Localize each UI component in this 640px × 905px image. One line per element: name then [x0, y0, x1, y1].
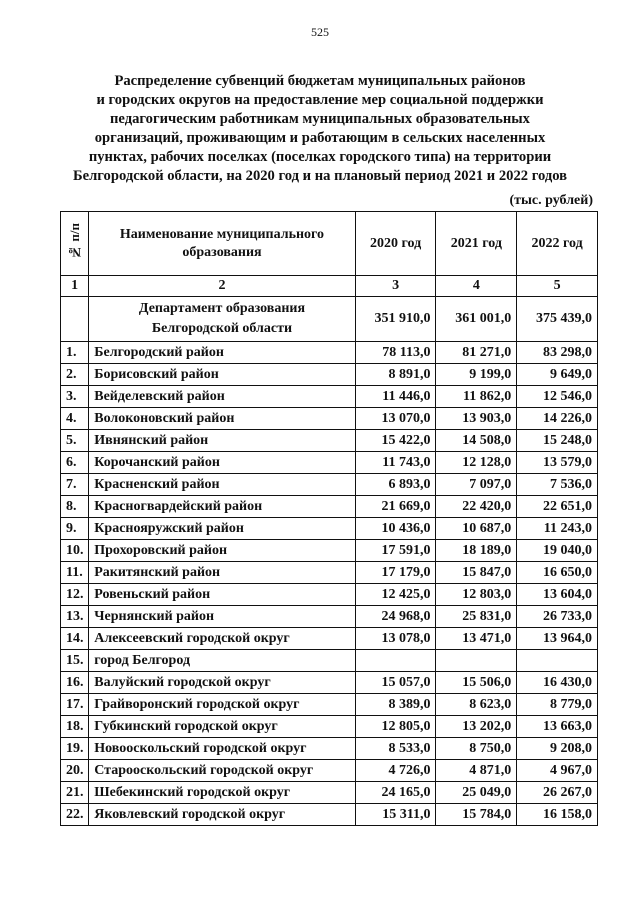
- table-row: [61, 540, 598, 562]
- table-row: [61, 364, 598, 386]
- row-number: 2.: [61, 364, 89, 386]
- row-value-2021: 9 199,0: [436, 364, 517, 386]
- row-number: 16.: [61, 672, 89, 694]
- row-name: Новооскольский городской округ: [89, 738, 355, 760]
- row-value-2020: 13 078,0: [355, 628, 436, 650]
- row-value-2021: 13 202,0: [436, 716, 517, 738]
- table-row: [61, 760, 598, 782]
- row-number: 14.: [61, 628, 89, 650]
- row-value-2021: 7 097,0: [436, 474, 517, 496]
- row-value-2022: [517, 650, 598, 672]
- title-line: организаций, проживающим и работающим в сельских населенных: [94, 130, 546, 146]
- table-row: [61, 496, 598, 518]
- table-row: [61, 474, 598, 496]
- row-value-2021: 15 847,0: [436, 562, 517, 584]
- row-value-2020: [355, 650, 436, 672]
- row-value-2022: 26 733,0: [517, 606, 598, 628]
- row-number: 7.: [61, 474, 89, 496]
- column-number: 5: [517, 276, 598, 297]
- row-name: Красненский район: [89, 474, 355, 496]
- row-value-2022: 16 650,0: [517, 562, 598, 584]
- row-number: 5.: [61, 430, 89, 452]
- row-value-2022: 9 649,0: [517, 364, 598, 386]
- row-value-2020: 8 389,0: [355, 694, 436, 716]
- row-name: Ракитянский район: [89, 562, 355, 584]
- table-row: [61, 606, 598, 628]
- row-name: Ровеньский район: [89, 584, 355, 606]
- row-number: 9.: [61, 518, 89, 540]
- row-number: 13.: [61, 606, 89, 628]
- row-value-2022: 26 267,0: [517, 782, 598, 804]
- total-row: [61, 297, 598, 342]
- row-number: 19.: [61, 738, 89, 760]
- row-value-2021: 15 506,0: [436, 672, 517, 694]
- row-value-2021: 25 831,0: [436, 606, 517, 628]
- row-value-2020: 15 422,0: [355, 430, 436, 452]
- row-number: 22.: [61, 804, 89, 826]
- row-value-2021: 12 803,0: [436, 584, 517, 606]
- table-row: [61, 716, 598, 738]
- row-number: 8.: [61, 496, 89, 518]
- row-value-2021: 25 049,0: [436, 782, 517, 804]
- row-number: 18.: [61, 716, 89, 738]
- row-number: 4.: [61, 408, 89, 430]
- table-row: [61, 694, 598, 716]
- header-2021: 2021 год: [436, 212, 517, 276]
- row-value-2021: 8 750,0: [436, 738, 517, 760]
- row-number: 10.: [61, 540, 89, 562]
- title-line: и городских округов на предоставление мер социальной поддержки: [96, 92, 544, 108]
- title-line: пунктах, рабочих поселках (поселках городского типа) на территории: [88, 149, 552, 165]
- row-value-2022: 22 651,0: [517, 496, 598, 518]
- row-name: город Белгород: [89, 650, 355, 672]
- row-value-2021: [436, 650, 517, 672]
- row-value-2022: 15 248,0: [517, 430, 598, 452]
- row-value-2022: 9 208,0: [517, 738, 598, 760]
- table-row: [61, 408, 598, 430]
- row-value-2022: 14 226,0: [517, 408, 598, 430]
- row-value-2020: 15 311,0: [355, 804, 436, 826]
- row-value-2020: 17 179,0: [355, 562, 436, 584]
- row-value-2021: 81 271,0: [436, 342, 517, 364]
- row-value-2022: 12 546,0: [517, 386, 598, 408]
- table-row: [61, 804, 598, 826]
- row-value-2021: 10 687,0: [436, 518, 517, 540]
- row-name: Борисовский район: [89, 364, 355, 386]
- row-value-2021: 8 623,0: [436, 694, 517, 716]
- row-value-2020: 13 070,0: [355, 408, 436, 430]
- row-value-2022: 11 243,0: [517, 518, 598, 540]
- row-value-2020: 24 968,0: [355, 606, 436, 628]
- header-2020: 2020 год: [355, 212, 436, 276]
- title-line: педагогическим работникам муниципальных образовательных: [110, 111, 530, 127]
- row-value-2022: 8 779,0: [517, 694, 598, 716]
- row-name: Грайворонский городской округ: [89, 694, 355, 716]
- row-name: Прохоровский район: [89, 540, 355, 562]
- row-value-2020: 11 743,0: [355, 452, 436, 474]
- row-value-2021: 11 862,0: [436, 386, 517, 408]
- table-row: [61, 452, 598, 474]
- row-value-2021: 12 128,0: [436, 452, 517, 474]
- row-value-2022: 16 158,0: [517, 804, 598, 826]
- row-name: Вейделевский район: [89, 386, 355, 408]
- column-number: 1: [61, 276, 89, 297]
- row-value-2020: 6 893,0: [355, 474, 436, 496]
- table-row: [61, 782, 598, 804]
- header-no: № п/п: [61, 212, 89, 276]
- row-value-2021: 13 471,0: [436, 628, 517, 650]
- column-number: 2: [89, 276, 355, 297]
- row-name: Корочанский район: [89, 452, 355, 474]
- row-value-2021: 14 508,0: [436, 430, 517, 452]
- row-name: Ивнянский район: [89, 430, 355, 452]
- table-header-row: [61, 212, 598, 276]
- row-value-2020: 10 436,0: [355, 518, 436, 540]
- row-number: 15.: [61, 650, 89, 672]
- column-number: 3: [355, 276, 436, 297]
- units-label: (тыс. рублей): [509, 193, 593, 208]
- row-name: Валуйский городской округ: [89, 672, 355, 694]
- column-number: 4: [436, 276, 517, 297]
- table-row: [61, 584, 598, 606]
- row-number: 20.: [61, 760, 89, 782]
- row-number: 17.: [61, 694, 89, 716]
- header-2022: 2022 год: [517, 212, 598, 276]
- table-row: [61, 430, 598, 452]
- row-value-2022: 7 536,0: [517, 474, 598, 496]
- row-name: Белгородский район: [89, 342, 355, 364]
- row-name: Шебекинский городской округ: [89, 782, 355, 804]
- row-value-2020: 4 726,0: [355, 760, 436, 782]
- table-row: [61, 518, 598, 540]
- total-2021: 361 001,0: [436, 297, 517, 342]
- subsidy-table: [60, 211, 598, 826]
- table-row: [61, 738, 598, 760]
- table-row: [61, 672, 598, 694]
- title-line: Белгородской области, на 2020 год и на плановый период 2021 и 2022 годов: [72, 168, 568, 184]
- row-number: 21.: [61, 782, 89, 804]
- page-number: 525: [311, 25, 329, 39]
- column-number-row: [61, 276, 598, 297]
- row-value-2020: 12 425,0: [355, 584, 436, 606]
- row-value-2022: 13 579,0: [517, 452, 598, 474]
- row-value-2022: 4 967,0: [517, 760, 598, 782]
- header-name: Наименование муниципального образования: [89, 212, 355, 276]
- row-value-2022: 16 430,0: [517, 672, 598, 694]
- row-value-2020: 17 591,0: [355, 540, 436, 562]
- row-name: Старооскольский городской округ: [89, 760, 355, 782]
- row-number: 11.: [61, 562, 89, 584]
- row-name: Краснояружский район: [89, 518, 355, 540]
- total-no: [61, 297, 89, 342]
- row-value-2022: 83 298,0: [517, 342, 598, 364]
- total-2022: 375 439,0: [517, 297, 598, 342]
- total-name: Департамент образования Белгородской области: [89, 297, 355, 342]
- title-line: Распределение субвенций бюджетам муниципальных районов: [114, 73, 526, 89]
- row-value-2020: 8 533,0: [355, 738, 436, 760]
- row-name: Чернянский район: [89, 606, 355, 628]
- row-name: Яковлевский городской округ: [89, 804, 355, 826]
- row-value-2022: 13 964,0: [517, 628, 598, 650]
- row-value-2020: 8 891,0: [355, 364, 436, 386]
- row-name: Волоконовский район: [89, 408, 355, 430]
- row-value-2020: 78 113,0: [355, 342, 436, 364]
- row-value-2020: 12 805,0: [355, 716, 436, 738]
- row-value-2022: 13 663,0: [517, 716, 598, 738]
- table-row: [61, 562, 598, 584]
- row-value-2021: 18 189,0: [436, 540, 517, 562]
- row-value-2020: 15 057,0: [355, 672, 436, 694]
- row-name: Красногвардейский район: [89, 496, 355, 518]
- row-name: Губкинский городской округ: [89, 716, 355, 738]
- row-value-2021: 13 903,0: [436, 408, 517, 430]
- row-number: 6.: [61, 452, 89, 474]
- table-row: [61, 342, 598, 364]
- row-number: 3.: [61, 386, 89, 408]
- table-row: [61, 628, 598, 650]
- row-value-2020: 24 165,0: [355, 782, 436, 804]
- row-value-2022: 19 040,0: [517, 540, 598, 562]
- document-title: [60, 72, 580, 186]
- row-value-2020: 21 669,0: [355, 496, 436, 518]
- row-number: 1.: [61, 342, 89, 364]
- row-number: 12.: [61, 584, 89, 606]
- row-value-2021: 22 420,0: [436, 496, 517, 518]
- total-2020: 351 910,0: [355, 297, 436, 342]
- row-value-2021: 15 784,0: [436, 804, 517, 826]
- row-value-2020: 11 446,0: [355, 386, 436, 408]
- row-value-2021: 4 871,0: [436, 760, 517, 782]
- row-value-2022: 13 604,0: [517, 584, 598, 606]
- table-row: [61, 386, 598, 408]
- table-row: [61, 650, 598, 672]
- row-name: Алексеевский городской округ: [89, 628, 355, 650]
